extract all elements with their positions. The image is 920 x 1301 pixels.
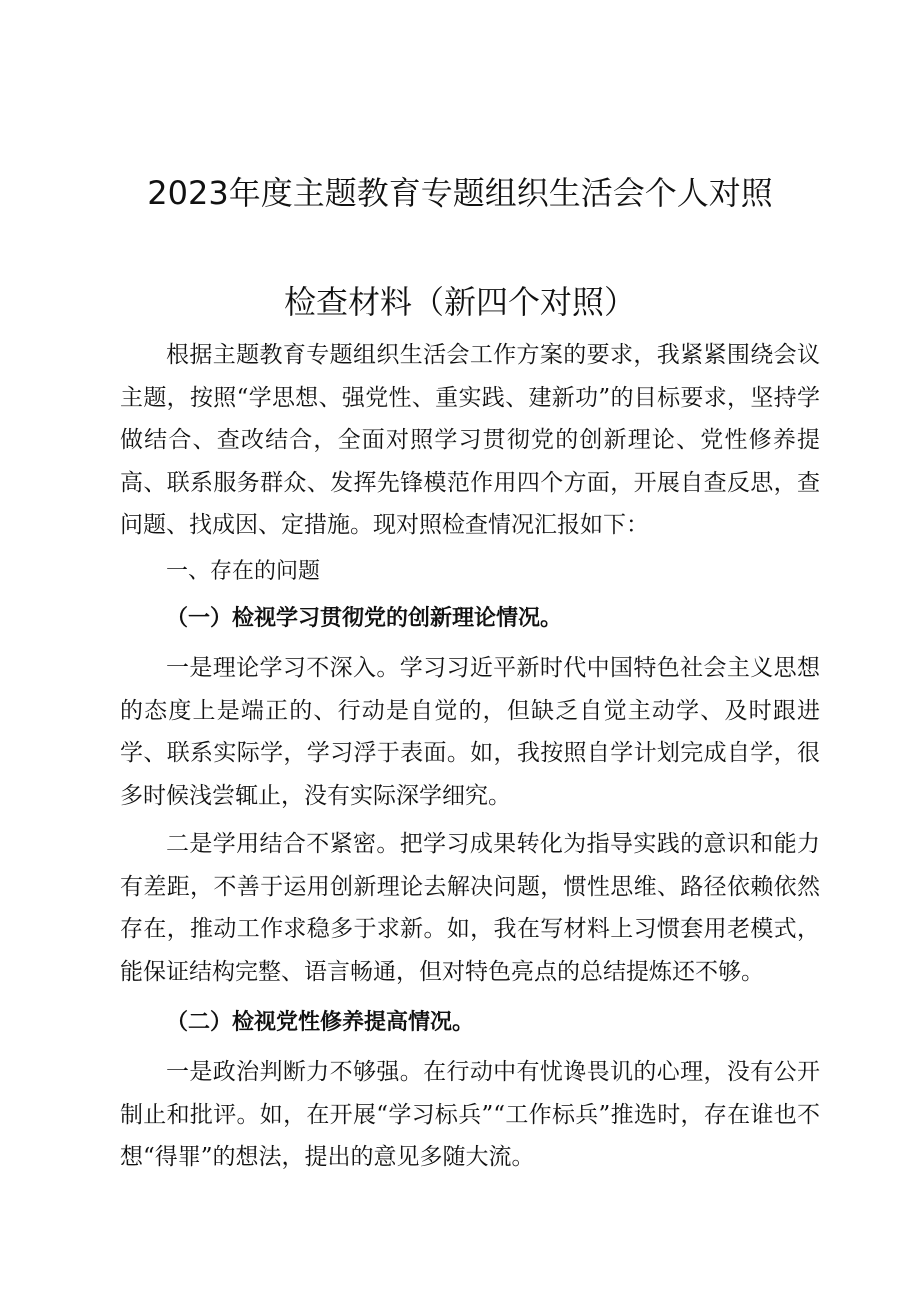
intro-paragraph: 根据主题教育专题组织生活会工作方案的要求，我紧紧围绕会议主题，按照“学思想、强党性、重实践、建新功”的目标要求，坚持学做结合、查改结合，全面对照学习贯彻党的创新理论、党性修养提高、联系服务群众、发挥先锋模范作用四个方面，开展自查反思，查问题、找成因、定措施。现对照检查情况汇报如下： (120, 342, 820, 538)
document-title-line-1: 2023年度主题教育专题组织生活会个人对照 (147, 174, 773, 212)
document-body (120, 334, 820, 1179)
document-title-line-2: 检查材料（新四个对照） (283, 283, 636, 321)
paragraph-political-judgment: 一是政治判断力不够强。在行动中有忧谗畏讥的心理，没有公开制止和批评。如，在开展“学习标兵”“工作标兵”推选时，存在谁也不想“得罪”的想法，提出的意见多随大流。 (120, 1059, 820, 1170)
paragraph-theory-application: 二是学用结合不紧密。把学习成果转化为指导实践的意识和能力有差距，不善于运用创新理论去解决问题，惯性思维、路径依赖依然存在，推动工作求稳多于求新。如，我在写材料上习惯套用老模式，能保证结构完整、语言畅通，但对特色亮点的总结提炼还不够。 (120, 831, 820, 985)
paragraph-theory-study: 一是理论学习不深入。学习习近平新时代中国特色社会主义思想的态度上是端正的、行动是自觉的，但缺乏自觉主动学、及时跟进学、联系实际学，学习浮于表面。如，我按照自学计划完成自学，很多时候浅尝辄止，没有实际深学细究。 (120, 655, 820, 809)
section-heading-problems: 一、存在的问题 (166, 558, 321, 584)
subsection-heading-theory: （一）检视学习贯彻党的创新理论情况。 (166, 605, 563, 631)
subsection-heading-party-spirit: （二）检视党性修养提高情况。 (166, 1009, 475, 1035)
